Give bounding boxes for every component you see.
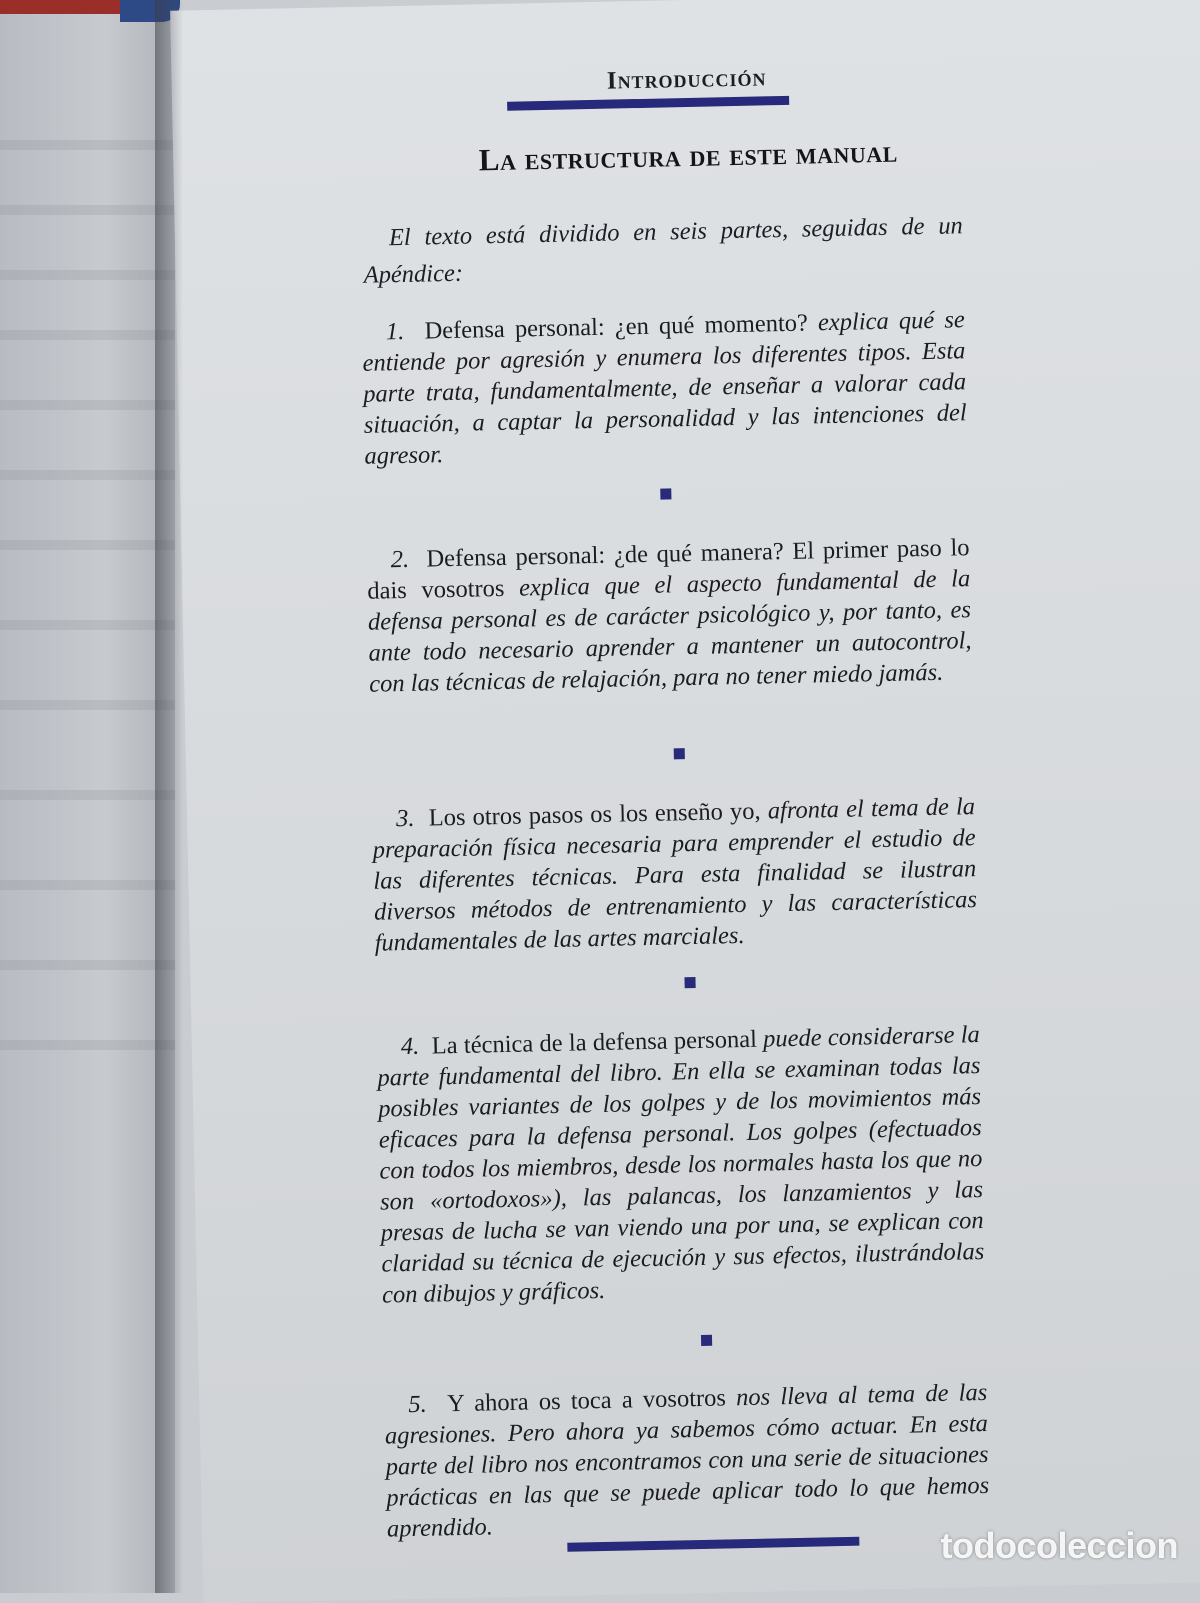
section-item-2: [366, 532, 972, 700]
section-lead: Defensa personal: ¿de qué manera? El primer paso lo dais vosotros: [367, 534, 970, 605]
section-body: afronta el tema de la preparación física necesaria para emprender el estudio de las diferentes técnicas. Para esta finalidad se ilustran diversos métodos de entrenamiento y las características fundamentales de las artes marciales.: [372, 793, 978, 957]
section-lead: La técnica de la defensa personal: [431, 1025, 758, 1060]
section-number: 3.: [395, 804, 415, 833]
intro-paragraph: El texto está dividido en seis partes, seguidas de un Apéndice:: [363, 212, 964, 289]
section-lead: Y ahora os toca a vosotros: [446, 1384, 727, 1418]
book-spine-shadow: [155, 0, 183, 1593]
section-body: puede considerarse la parte fundamental del libro. En ella se examinan todas las posibles variantes de los golpes y de los movimientos más eficaces para la defensa personal. Los golpes (efectuados con todos los miembros, desde los normales hasta los que no son «ortodoxos»), las palancas, los lanzamientos y las presas de lucha se van viendo una por una, se explican con claridad su técnica de ejecución y sus efectos, ilustrándolas con dibujos y gráficos.: [377, 1021, 985, 1309]
separator-square-2: [674, 748, 685, 759]
page-title: La estructura de este manual: [478, 133, 899, 178]
section-body: nos lleva al tema de las agresiones. Pero ahora ya sabemos cómo actuar. En esta parte del libro nos encontramos con una serie de situaciones prácticas en las que se puede aplicar todo lo que hemos aprendido.: [384, 1378, 990, 1543]
section-lead: Defensa personal: ¿en qué momento?: [424, 309, 809, 345]
previous-page: [0, 0, 175, 1593]
section-lead: Los otros pasos os los enseño yo,: [428, 797, 761, 832]
watermark: todocoleccion: [940, 1525, 1178, 1566]
section-item-3: [372, 791, 978, 959]
section-number: 5.: [408, 1390, 428, 1419]
book-page: [170, 0, 1200, 1603]
section-item-1: [362, 304, 968, 472]
section-item-4: [377, 1019, 986, 1311]
separator-square-4: [701, 1335, 712, 1346]
section-number: 1.: [385, 317, 405, 346]
section-item-5: [384, 1377, 990, 1545]
separator-square-3: [684, 977, 695, 988]
separator-square-1: [660, 488, 671, 499]
section-body: explica qué se entiende por agresión y enumera los diferentes tipos. Esta parte trata, fundamentalmente, de enseñar a valorar cada situación, a captar la personalidad y las intenciones del agresor.: [362, 306, 967, 470]
header-rule: [507, 96, 789, 111]
section-number: 4.: [400, 1032, 420, 1061]
section-body: explica que el aspecto fundamental de la defensa personal es de carácter psicológico y, por tanto, es ante todo necesario aprender a mantener un autocontrol, con las técnicas de relajación, para no tener miedo jamás.: [367, 565, 972, 698]
section-number: 2.: [390, 545, 410, 574]
section-header: Introducción: [606, 64, 767, 95]
